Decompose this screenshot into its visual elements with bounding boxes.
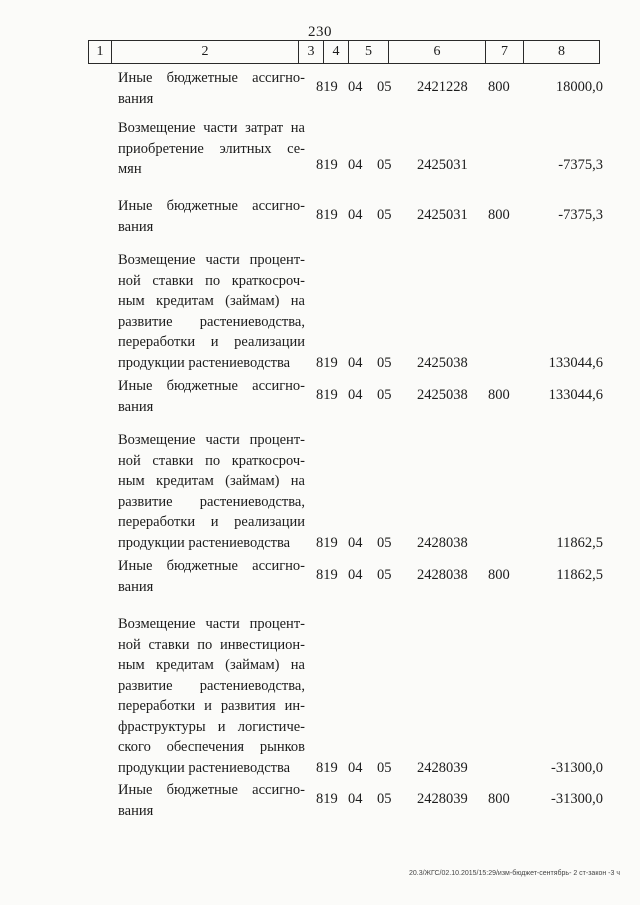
amount: -7375,3 [558, 157, 603, 173]
target-article-code: 2428039 [417, 791, 468, 808]
description-line: Возмещение части процент- [118, 432, 305, 448]
description-line: Иные бюджетные ассигно- [118, 198, 305, 214]
description-line: Иные бюджетные ассигно- [118, 378, 305, 394]
column-header-2: 2 [112, 41, 299, 63]
description-line: продукции растениеводства [118, 759, 291, 776]
expense-type-code: 800 [488, 207, 510, 224]
description-line: переработки и реализации [118, 334, 305, 350]
description-line: ной ставки по краткосроч- [118, 272, 305, 289]
subsection-code: 05 [377, 567, 392, 584]
target-article-code: 2428039 [417, 759, 468, 776]
description-line: вания [118, 398, 154, 415]
description-line: ского обеспечения рынков [118, 739, 305, 755]
document-footer: 20.3/ЖГС/02.10.2015/15:29/изм-бюджет-сентябрь- 2 ст-закон -3 ч [408, 870, 620, 877]
description-line: Возмещение части процент- [118, 252, 305, 268]
row-description [118, 430, 305, 553]
row-description [118, 250, 305, 373]
target-article-code: 2421228 [417, 79, 468, 96]
ministry-code: 819 [316, 567, 338, 584]
column-header-8: 8 [558, 44, 565, 59]
description-line: переработки и реализации [118, 514, 305, 530]
row-description [118, 614, 305, 778]
section-code: 04 [348, 354, 363, 371]
description-line: развитие растениеводства, [118, 493, 305, 510]
target-article-code: 2425031 [417, 207, 468, 224]
subsection-code: 05 [377, 791, 392, 808]
section-code: 04 [348, 567, 363, 584]
subsection-code: 05 [377, 387, 392, 404]
description-line: Иные бюджетные ассигно- [118, 782, 305, 798]
ministry-code: 819 [316, 387, 338, 404]
description-line: ным кредитам (займам) на [118, 293, 305, 309]
description-line: Возмещение части процент- [118, 616, 305, 632]
description-line: ным кредитам (займам) на [118, 473, 305, 489]
section-code: 04 [348, 759, 363, 776]
description-line: вания [118, 802, 154, 819]
target-article-code: 2425038 [417, 387, 468, 404]
description-line: развитие растениеводства, [118, 313, 305, 330]
description-line: фраструктуры и логистиче- [118, 718, 305, 735]
expense-type-code: 800 [488, 567, 510, 584]
target-article-code: 2428038 [417, 534, 468, 551]
ministry-code: 819 [316, 354, 338, 371]
section-code: 04 [348, 791, 363, 808]
amount: 18000,0 [555, 79, 603, 96]
amount: -7375,3 [558, 207, 603, 224]
subsection-code: 05 [377, 157, 392, 173]
section-code: 04 [348, 79, 363, 96]
column-header-7: 7 [486, 41, 524, 63]
ministry-code: 819 [316, 79, 338, 96]
description-line: продукции растениеводства [118, 534, 291, 551]
ministry-code: 819 [316, 534, 338, 551]
description-line: ной ставки по инвестицион- [118, 636, 305, 653]
section-code: 04 [348, 157, 363, 173]
description-line: ным кредитам (займам) на [118, 657, 305, 673]
ministry-code: 819 [316, 791, 338, 808]
row-description [118, 556, 305, 597]
row-description [118, 780, 305, 821]
row-description [118, 118, 305, 180]
column-header-6: 6 [389, 41, 486, 63]
subsection-code: 05 [377, 354, 392, 371]
section-code: 04 [348, 534, 363, 551]
column-header-1: 1 [89, 41, 112, 63]
column-header-5: 5 [349, 41, 389, 63]
description-line: переработки и развития ин- [118, 698, 305, 714]
column-header-3: 3 [299, 41, 324, 63]
description-line: вания [118, 218, 154, 235]
row-description [118, 376, 305, 417]
row-description [118, 68, 305, 109]
row-description [118, 196, 305, 237]
subsection-code: 05 [377, 534, 392, 551]
page-number: 230 [308, 24, 332, 40]
amount: -31300,0 [551, 759, 603, 776]
section-code: 04 [348, 387, 363, 404]
description-line: приобретение элитных се- [118, 140, 305, 157]
subsection-code: 05 [377, 79, 392, 96]
description-line: вания [118, 578, 154, 595]
amount: 133044,6 [548, 354, 603, 371]
ministry-code: 819 [316, 207, 338, 224]
ministry-code: 819 [316, 759, 338, 776]
description-line: вания [118, 90, 154, 107]
section-code: 04 [348, 207, 363, 224]
description-line: Возмещение части затрат на [118, 120, 305, 136]
description-line: продукции растениеводства [118, 354, 291, 371]
description-line: ной ставки по краткосроч- [118, 452, 305, 469]
description-line: развитие растениеводства, [118, 677, 305, 694]
amount: 11862,5 [556, 534, 603, 551]
subsection-code: 05 [377, 759, 392, 776]
amount: -31300,0 [551, 791, 603, 808]
subsection-code: 05 [377, 207, 392, 224]
target-article-code: 2428038 [417, 567, 468, 584]
description-line: Иные бюджетные ассигно- [118, 70, 305, 86]
column-header-4: 4 [324, 41, 349, 63]
expense-type-code: 800 [488, 387, 510, 404]
ministry-code: 819 [316, 157, 338, 173]
target-article-code: 2425031 [417, 157, 468, 173]
expense-type-code: 800 [488, 79, 510, 96]
amount: 11862,5 [556, 567, 603, 584]
description-line: мян [118, 161, 142, 177]
expense-type-code: 800 [488, 791, 510, 808]
column-header-row [88, 40, 600, 64]
description-line: Иные бюджетные ассигно- [118, 558, 305, 574]
amount: 133044,6 [548, 387, 603, 404]
target-article-code: 2425038 [417, 354, 468, 371]
